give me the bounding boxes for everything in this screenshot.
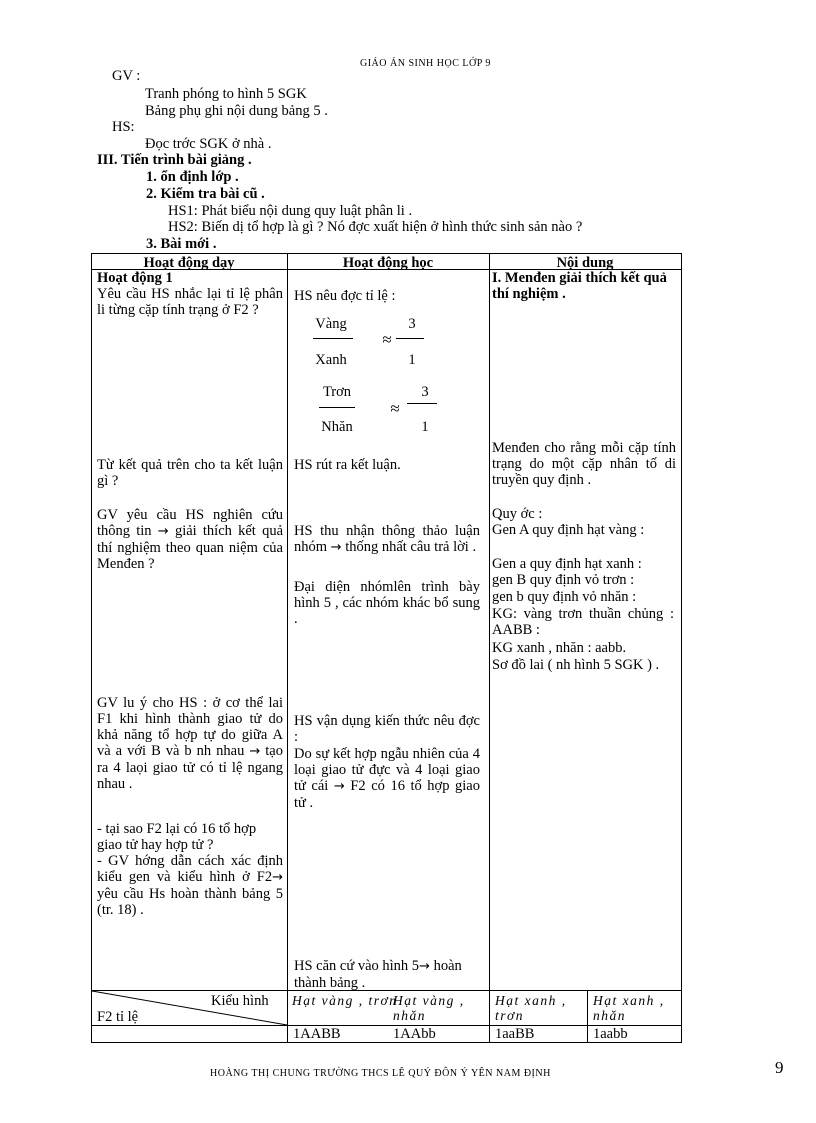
section-title: III. Tiến trình bài giảng . bbox=[97, 152, 252, 168]
frac2-r-den: 1 bbox=[421, 419, 429, 435]
step-3: 3. Bài mới . bbox=[146, 236, 217, 252]
content-text-2: Quy ớc : bbox=[492, 506, 543, 522]
step-1: 1. ổn định lớp . bbox=[146, 169, 239, 185]
hs-label: HS: bbox=[112, 119, 135, 135]
header-content: Nội dung bbox=[556, 255, 614, 271]
gv-item-2: Bảng phụ ghi nội dung bảng 5 . bbox=[145, 103, 328, 119]
bang5-corner-bottom: F2 tỉ lệ bbox=[97, 1009, 139, 1025]
arrow-icon: → bbox=[157, 524, 169, 539]
content-text-3: Gen A quy định hạt vàng : bbox=[492, 522, 645, 538]
approx-2: ≈ bbox=[390, 399, 400, 418]
learn-text-7: HS căn cứ vào hình 5→ hoàn thành bảng . bbox=[294, 958, 462, 991]
gv-item-1: Tranh phóng to hình 5 SGK bbox=[145, 86, 307, 102]
approx-1: ≈ bbox=[382, 330, 392, 349]
header-teach: Hoạt động dạy bbox=[143, 255, 235, 271]
learn-text-3: HS thu nhận thông thảo luận nhóm → thống nhất câu trả lời . bbox=[294, 523, 480, 555]
bang5-col-4: Hạt xanh , nhăn bbox=[593, 993, 665, 1023]
lesson-table bbox=[91, 253, 682, 1043]
arrow-icon: → bbox=[419, 959, 430, 974]
teach-text-5: - tại sao F2 lại có 16 tổ hợp giao tử hay hợp tử ? bbox=[97, 821, 257, 853]
content-text-7: KG: vàng trơn thuần chủng : AABB : bbox=[492, 606, 674, 638]
teach-text-6: - GV hớng dẫn cách xác định kiểu gen và kiểu hình ở F2→ yêu cầu Hs hoàn thành bảng 5 (tr. 18) . bbox=[97, 853, 283, 918]
bang5-col-2: Hạt vàng , nhăn bbox=[393, 993, 465, 1023]
page-number: 9 bbox=[775, 1058, 784, 1077]
content-title: I. Menđen giải thích kết quả thí nghiệm . bbox=[492, 270, 667, 302]
learn-text-5: HS vận dụng kiến thức nêu đợc : bbox=[294, 713, 480, 745]
gv-label: GV : bbox=[112, 68, 141, 84]
bang5-col-1: Hạt vàng , trơn bbox=[292, 993, 398, 1008]
frac2-num: Trơn bbox=[322, 384, 352, 400]
content-text-8: KG xanh , nhăn : aabb. bbox=[492, 640, 627, 656]
arrow-icon: → bbox=[330, 540, 342, 555]
teach-text-1: Yêu cầu HS nhắc lại tỉ lệ phân li từng cặp tính trạng ở F2 ? bbox=[97, 286, 283, 318]
bang5-cell-3: 1aaBB bbox=[495, 1026, 535, 1042]
learn-text-2: HS rút ra kết luận. bbox=[294, 457, 401, 473]
hs2-question: HS2: Biến dị tổ hợp là gì ? Nó đợc xuất hiện ở hình thức sinh sản nào ? bbox=[168, 219, 583, 235]
bang5-cell-2: 1AAbb bbox=[393, 1026, 436, 1042]
arrow-icon: → bbox=[249, 744, 261, 759]
learn-text-4: Đại diện nhómlên trình bày hình 5 , các nhóm khác bổ sung . bbox=[294, 579, 480, 627]
frac2-r-num: 3 bbox=[421, 384, 429, 400]
bang5-col-3: Hạt xanh , trơn bbox=[495, 993, 567, 1023]
teach-text-3: GV yêu cầu HS nghiên cứu thông tin → giải thích kết quả thí nghiệm theo quan niệm của Menđen ? bbox=[97, 507, 284, 572]
bang5-corner-top: Kiểu hình bbox=[211, 993, 269, 1009]
bang5-cell-1: 1AABB bbox=[293, 1026, 341, 1042]
arrow-icon: → bbox=[333, 779, 345, 794]
running-header: GIÁO ÁN SINH HỌC LỚP 9 bbox=[360, 58, 491, 69]
arrow-icon: → bbox=[272, 870, 283, 885]
footer-text: HOÀNG THỊ CHUNG TRƯỜNG THCS LÊ QUÝ ĐÔN Ý YÊN NAM ĐỊNH bbox=[210, 1068, 551, 1079]
content-text-5: gen B quy định vỏ trơn : bbox=[492, 572, 635, 588]
frac2-den: Nhăn bbox=[321, 419, 353, 435]
step-2: 2. Kiểm tra bài cũ . bbox=[146, 186, 265, 202]
teach-text-2: Từ kết quả trên cho ta kết luận gì ? bbox=[97, 457, 283, 489]
content-text-4: Gen a quy định hạt xanh : bbox=[492, 556, 642, 572]
content-text-9: Sơ đồ lai ( nh hình 5 SGK ) . bbox=[492, 657, 660, 673]
activity-1-title: Hoạt động 1 bbox=[97, 270, 173, 286]
hs-item-1: Đọc trớc SGK ở nhà . bbox=[145, 136, 272, 152]
frac1-r-num: 3 bbox=[408, 316, 416, 332]
bang5-cell-4: 1aabb bbox=[593, 1026, 628, 1042]
header-learn: Hoạt động học bbox=[342, 255, 434, 271]
content-text-1: Menđen cho rằng mỗi cặp tính trạng do một cặp nhân tố di truyền quy định . bbox=[492, 440, 676, 488]
hs1-question: HS1: Phát biểu nội dung quy luật phân li . bbox=[168, 203, 413, 219]
teach-text-4: GV lu ý cho HS : ở cơ thể lai F1 khi hình thành giao tử do khả năng tổ hợp tự do giữa A và a với B và b nh nhau → tạo ra 4 laọi giao tử có tỉ lệ ngang nhau . bbox=[97, 695, 283, 792]
learn-text-1: HS nêu đợc tỉ lệ : bbox=[294, 288, 396, 304]
frac1-num: Vàng bbox=[315, 316, 347, 332]
frac1-den: Xanh bbox=[315, 352, 347, 368]
content-text-6: gen b quy định vỏ nhăn : bbox=[492, 589, 637, 605]
learn-text-6: Do sự kết hợp ngẫu nhiên của 4 loại giao tử đực và 4 loại giao tử cái → F2 có 16 tổ hợp giao tử . bbox=[294, 746, 480, 811]
frac1-r-den: 1 bbox=[408, 352, 416, 368]
